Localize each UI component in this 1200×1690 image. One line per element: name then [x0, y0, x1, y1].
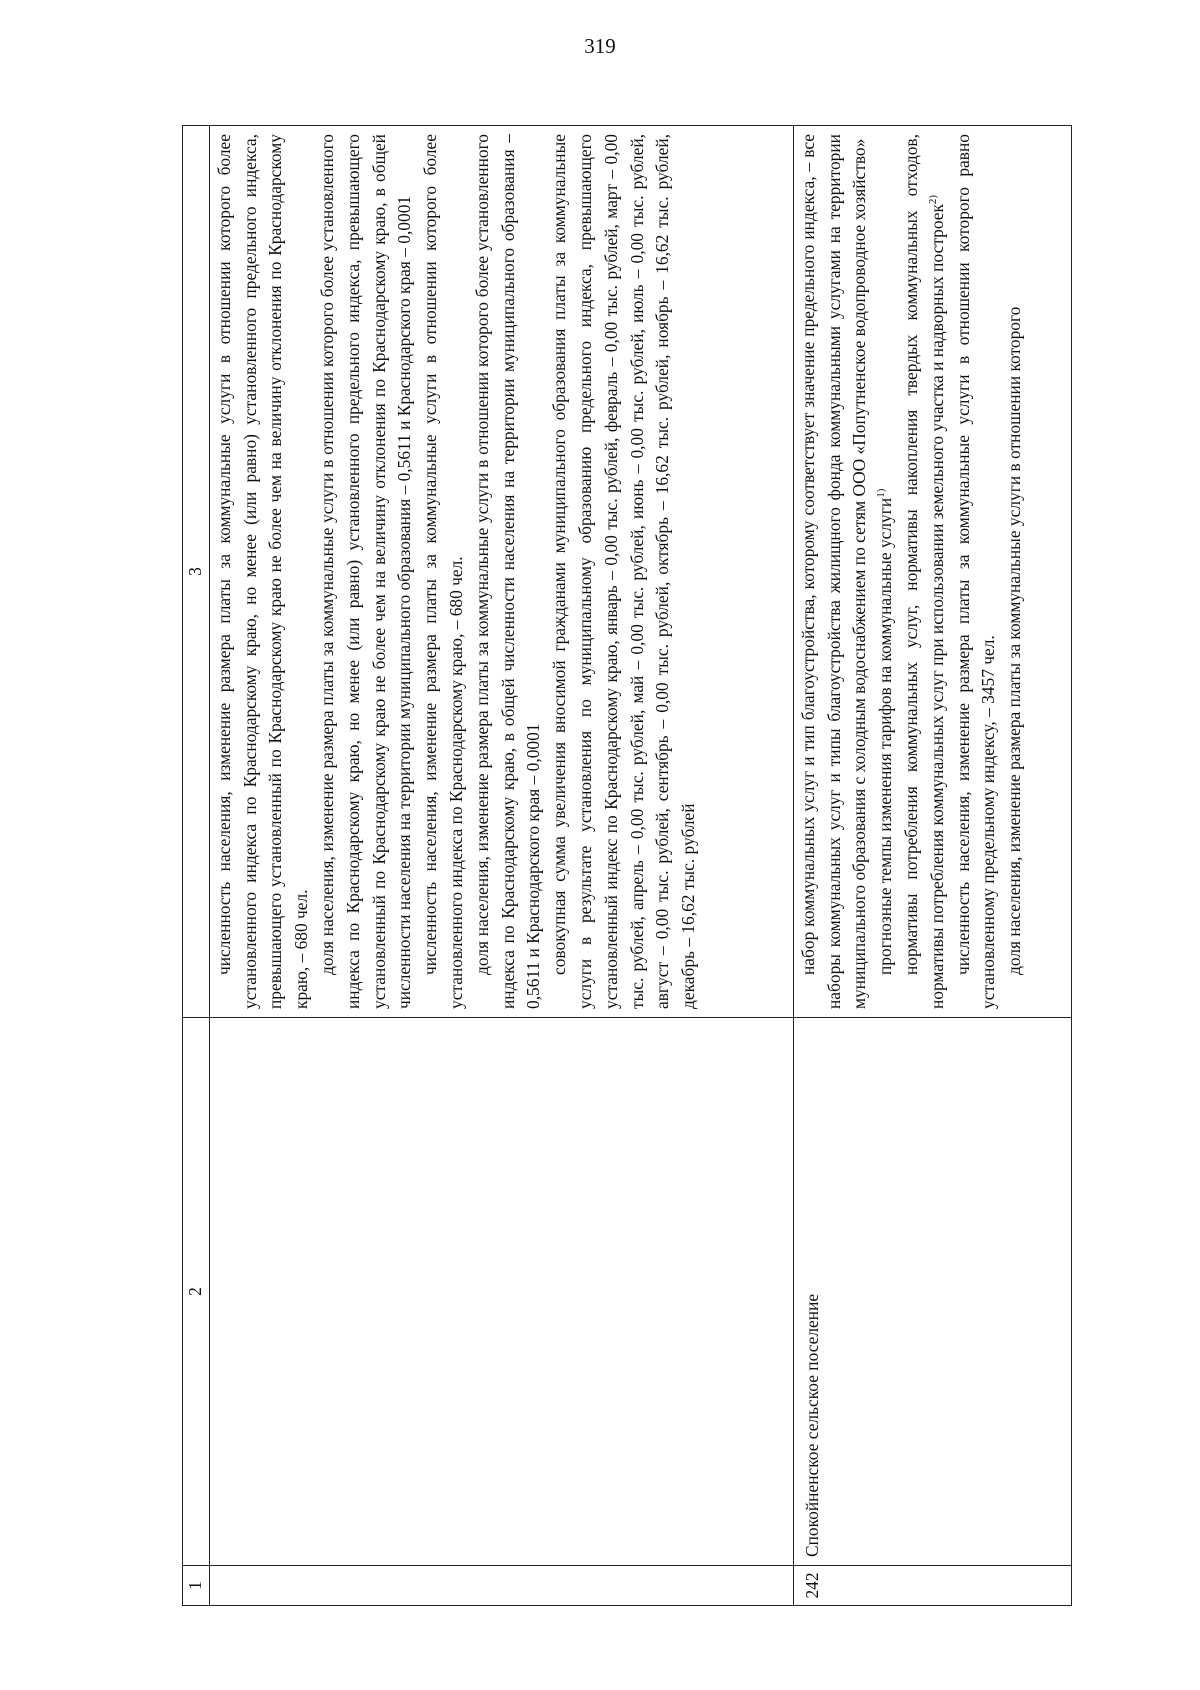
tariff-table — [182, 125, 1072, 1606]
table-header-row — [183, 126, 210, 1606]
indicator-text: нормативы потребления коммунальных услуг, нормативы накопления твердых коммунальных отходов, нормативы потребления коммунальных услуг при использовании земельного участка и надворных построек — [900, 134, 947, 1009]
indicators-cell — [793, 126, 1071, 1018]
rotated-table-block — [182, 126, 1052, 1606]
indicators-cell — [209, 126, 793, 1018]
indicator-paragraph: набор коммунальных услуг и тип благоустройства, которому соответствует значение предельного индекса, – все наборы коммунальных услуг и типы благоустройства жилищного фонда коммунальными услугами на территории муниципального образования с холодным водоснабжением по сетям ООО «Попутненское водопроводное хозяйство» — [797, 134, 870, 1009]
indicator-paragraph — [899, 134, 951, 1009]
table-row — [209, 126, 793, 1606]
municipality-cell — [209, 1018, 793, 1566]
header-col-2: 2 — [183, 1018, 210, 1566]
indicator-text: прогнозные темпы изменения тарифов на коммунальные услуги — [875, 497, 896, 975]
indicator-paragraph: совокупная сумма увеличения вносимой гражданами муниципального образования платы за коммунальные услуги в результате установления по муниципальному образованию предельного индекса, превышающего установленный индекс по Краснодарскому краю, январь – 0,00 тыс. рублей, февраль – 0,00 тыс. рублей, март – 0,00 тыс. рублей, апрель – 0,00 тыс. рублей, май – 0,00 тыс. рублей, июнь – 0,00 тыс. рублей, июль – 0,00 тыс. рублей, август – 0,00 тыс. рублей, сентябрь – 0,00 тыс. рублей, октябрь – 16,62 тыс. рублей, ноябрь – 16,62 тыс. рублей, декабрь – 16,62 тыс. рублей — [549, 134, 699, 1009]
row-number-cell — [209, 1566, 793, 1606]
indicator-paragraph: доля населения, изменение размера платы за коммунальные услуги в отношении которого более установленного индекса по Краснодарскому краю, в общей численности населения на территории муниципального образования – 0,5611 и Краснодарского края – 0,0001 — [471, 134, 544, 1009]
header-col-1: 1 — [183, 1566, 210, 1606]
row-number-cell: 242 — [793, 1566, 1071, 1606]
municipality-cell: Спокойненское сельское поселение — [793, 1018, 1071, 1566]
table-row — [793, 126, 1071, 1606]
indicator-paragraph: численность населения, изменение размера платы за коммунальные услуги в отношении которого равно установленному предельному индексу, – 3457 чел. — [952, 134, 999, 1009]
indicator-paragraph: численность населения, изменение размера платы за коммунальные услуги в отношении которого более установленного индекса по Краснодарскому краю, но менее (или равно) установленного предельного индекса, превышающего установленный по Краснодарскому краю не более чем на величину отклонения по Краснодарскому краю, – 680 чел. — [213, 134, 312, 1009]
indicator-paragraph: численность населения, изменение размера платы за коммунальные услуги в отношении которого более установленного индекса по Краснодарскому краю, – 680 чел. — [420, 134, 466, 1009]
header-col-3: 3 — [183, 126, 210, 1018]
page-number: 319 — [584, 34, 616, 58]
indicator-paragraph: доля населения, изменение размера платы за коммунальные услуги в отношении которого — [1004, 306, 1025, 975]
indicator-paragraph — [873, 134, 899, 1009]
indicator-paragraph: доля населения, изменение размера платы за коммунальные услуги в отношении которого более установленного индекса по Краснодарскому краю, но менее (или равно) установленного предельного индекса, превышающего установленный по Краснодарскому краю не более чем на величину отклонения по Краснодарскому краю, в общей численности населения на территории муниципального образования – 0,5611 и Краснодарского края – 0,0001 — [316, 134, 415, 1009]
footnote-mark: 1) — [875, 488, 888, 498]
footnote-mark: 2) — [926, 194, 939, 205]
